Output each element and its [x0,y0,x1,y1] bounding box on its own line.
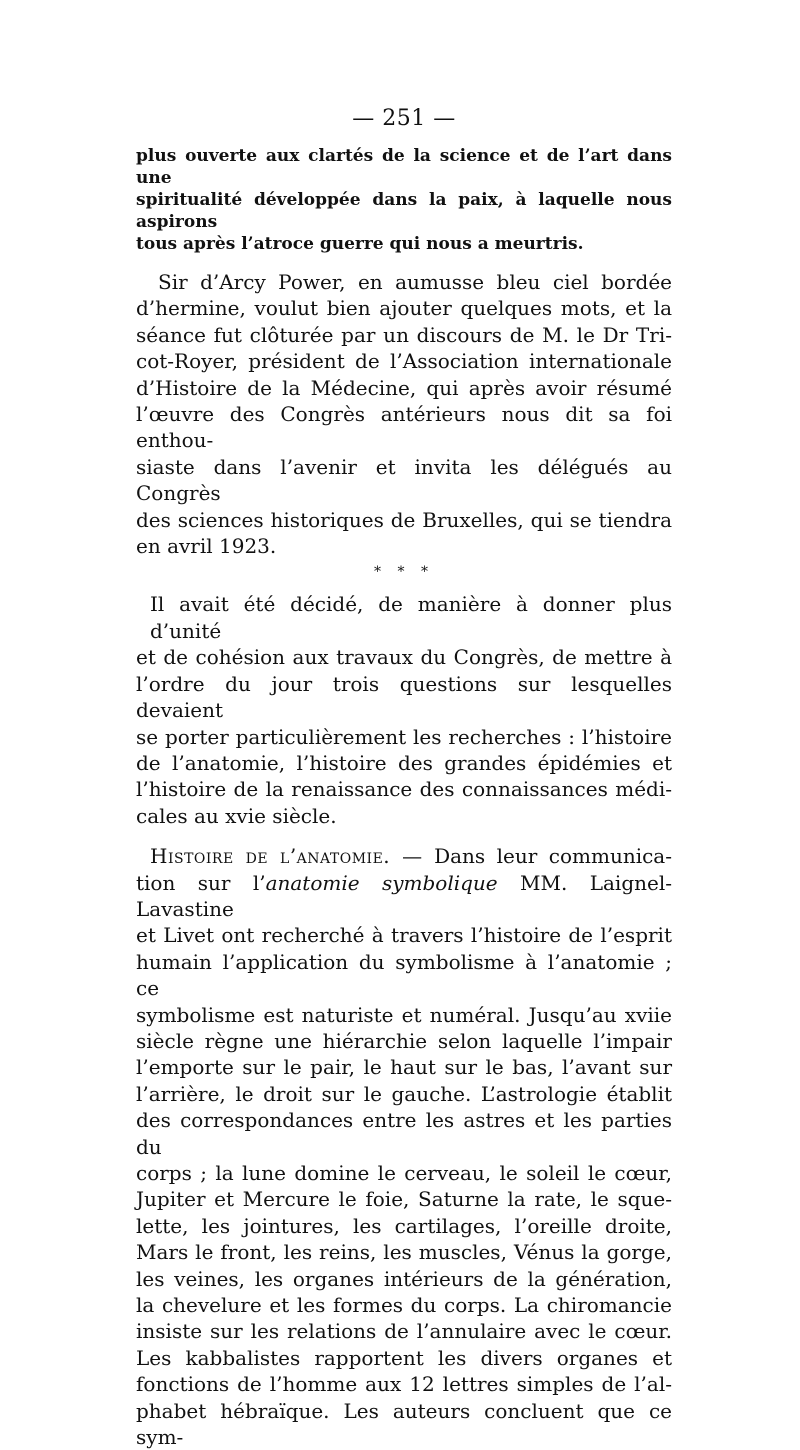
text-line: la chevelure et les formes du corps. La chiromancie [136,1293,672,1318]
text-line: Jupiter et Mercure le foie, Saturne la rate, le sque- [136,1187,672,1212]
paragraph-histoire-anatomie [136,843,672,1450]
text-line: fonctions de l’homme aux 12 lettres simples de l’al- [136,1372,672,1397]
text-line: Sir d’Arcy Power, en aumusse bleu ciel bordée [158,270,672,294]
text-line: l’œuvre des Congrès antérieurs nous dit sa foi enthou- [136,402,672,453]
text-line: de l’anatomie, l’histoire des grandes épidémies et [136,750,672,775]
text-line: en avril 1923. [136,534,277,559]
text-line: Les kabbalistes rapportent les divers organes et [136,1345,672,1370]
text-line: séance fut clôturée par un discours de M. le Dr Tri- [136,322,672,347]
text-line: se porter particulièrement les recherches : l’histoire [136,724,672,749]
text-line: humain l’application du symbolisme à l’anatomie ; ce [136,949,672,1001]
text-line: insiste sur les relations de l’annulaire avec le cœur. [136,1319,672,1344]
text-line: cales au xvie siècle. [136,803,337,828]
italic-title: anatomie symbolique [265,870,498,895]
text-line: siècle règne une hiérarchie selon laquelle l’impair [136,1028,672,1053]
text-fragment: MM. Laignel-Lavastine [136,870,673,921]
text-line: spiritualité développée dans la paix, à laquelle nous aspirons [136,190,672,232]
section-heading: Histoire de l’anatomie. — [150,844,423,869]
text-line [136,870,672,923]
paragraph-gap [136,829,672,843]
paragraph-continuation [136,145,672,255]
text-line: des sciences historiques de Bruxelles, qui se tiendra [136,507,672,532]
text-fragment: tion sur l’ [136,870,266,895]
text-line: corps ; la lune domine le cerveau, le soleil le cœur, [136,1161,672,1185]
text-fragment: Dans leur communica- [434,844,672,869]
text-line: Il avait été décidé, de manière à donner plus d’unité [150,592,672,643]
paragraph-congress-questions [136,591,672,829]
text-line: d’hermine, voulut bien ajouter quelques mots, et la [136,296,672,321]
text-line: tous après l’atroce guerre qui nous a meurtris. [136,234,584,254]
text-line: cot-Royer, président de l’Association internationale [136,349,672,374]
book-page [136,106,672,1450]
section-separator: * * * [374,564,434,581]
text-line: siaste dans l’avenir et invita les délégués au Congrès [136,454,672,506]
text-line: plus ouverte aux clartés de la science et de l’art dans une [136,146,672,188]
paragraph-sir-arcy-power [136,269,672,559]
text-line: lette, les jointures, les cartilages, l’oreille droite, [136,1213,672,1238]
text-line: symbolisme est naturiste et numéral. Jusqu’au xviie [136,1002,672,1027]
text-line: des correspondances entre les astres et les parties du [136,1108,672,1159]
text-line [136,843,672,869]
text-line: l’emporte sur le pair, le haut sur le bas, l’avant sur [136,1055,672,1080]
text-line: l’histoire de la renaissance des connaissances médi- [136,777,672,802]
text-line: l’arrière, le droit sur le gauche. L’astrologie établit [136,1081,672,1106]
text-line: phabet hébraïque. Les auteurs concluent que ce sym- [136,1398,672,1450]
text-line: et Livet ont recherché à travers l’histoire de l’esprit [136,923,672,948]
text-line: et de cohésion aux travaux du Congrès, de mettre à [136,645,672,670]
text-line: l’ordre du jour trois questions sur lesquelles devaient [136,671,672,723]
text-line: d’Histoire de la Médecine, qui après avoir résumé [136,375,672,400]
page-number: — 251 — [352,106,456,131]
text-line: Mars le front, les reins, les muscles, Vénus la gorge, [136,1240,672,1265]
text-line: les veines, les organes intérieurs de la génération, [136,1266,672,1291]
